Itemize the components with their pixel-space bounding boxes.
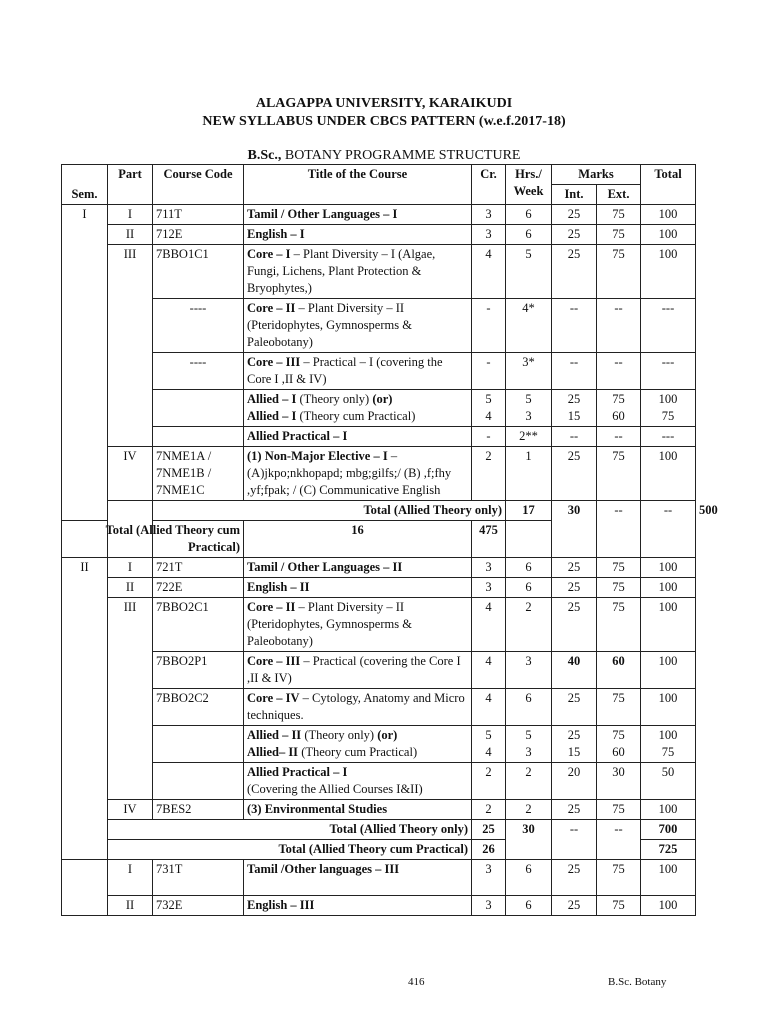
title-bold: Core – III bbox=[247, 654, 301, 668]
table-row bbox=[62, 205, 696, 225]
total-marks-sum: 700 bbox=[641, 820, 696, 840]
external-marks: 75 bbox=[597, 896, 641, 916]
col-course-code: Course Code bbox=[153, 165, 244, 205]
external-marks: 75 bbox=[597, 689, 641, 726]
part-cell: III bbox=[108, 598, 153, 800]
course-code: 721T bbox=[153, 558, 244, 578]
footer-program: B.Sc. Botany bbox=[608, 976, 667, 988]
title-rest: (Theory cum Practical) bbox=[298, 745, 418, 759]
university-title: ALAGAPPA UNIVERSITY, KARAIKUDI bbox=[255, 96, 513, 111]
part-cell: I bbox=[108, 860, 153, 896]
total-marks: 100 75 bbox=[641, 390, 696, 427]
title-bold: Allied– II bbox=[247, 745, 299, 759]
title-bold: Allied – I bbox=[247, 392, 297, 406]
part-cell: I bbox=[108, 205, 153, 225]
course-title: Tamil / Other Languages – I bbox=[244, 205, 472, 225]
total-marks: --- bbox=[641, 299, 696, 353]
course-title: English – III bbox=[244, 896, 472, 916]
course-title: Tamil / Other Languages – II bbox=[244, 558, 472, 578]
course-title: (3) Environmental Studies bbox=[244, 800, 472, 820]
col-part: Part bbox=[108, 165, 153, 205]
course-code: 7NME1A / 7NME1B / 7NME1C bbox=[153, 447, 244, 501]
external-marks: -- bbox=[597, 299, 641, 353]
external-marks: 75 60 bbox=[597, 726, 641, 763]
total-hours: 30 bbox=[506, 820, 552, 860]
course-code: 7BES2 bbox=[153, 800, 244, 820]
table-row bbox=[62, 763, 696, 800]
total-marks: 100 bbox=[641, 245, 696, 299]
hours: 6 bbox=[506, 896, 552, 916]
course-title: English – II bbox=[244, 578, 472, 598]
total-marks: 100 bbox=[641, 205, 696, 225]
external-marks: 75 bbox=[597, 447, 641, 501]
table-row bbox=[62, 726, 696, 763]
programme-structure-table bbox=[61, 164, 718, 916]
table-row bbox=[62, 390, 696, 427]
internal-marks: -- bbox=[552, 299, 597, 353]
course-code: 711T bbox=[153, 205, 244, 225]
table-row bbox=[62, 353, 696, 390]
total-row: Total (Allied Theory only) 17 30 -- -- 500 bbox=[62, 501, 696, 521]
hours: 6 bbox=[506, 860, 552, 896]
total-marks: 100 bbox=[641, 689, 696, 726]
title-bold: Core – IV bbox=[247, 691, 300, 705]
hours: 5 3 bbox=[506, 726, 552, 763]
course-title bbox=[244, 763, 472, 800]
col-hours: Hrs./ Week bbox=[506, 165, 552, 205]
external-marks: 75 bbox=[597, 598, 641, 652]
course-code: 7BBO2C2 bbox=[153, 689, 244, 726]
hours: 4* bbox=[506, 299, 552, 353]
course-code: 7BBO2C1 bbox=[153, 598, 244, 652]
course-title bbox=[244, 353, 472, 390]
total-credits: 17 bbox=[506, 501, 552, 521]
col-internal: Int. bbox=[552, 185, 597, 205]
total-label: Total (Allied Theory cum Practical) bbox=[62, 521, 244, 558]
credits: 5 4 bbox=[472, 726, 506, 763]
course-code: 722E bbox=[153, 578, 244, 598]
credits: - bbox=[472, 427, 506, 447]
programme-label: BOTANY PROGRAMME STRUCTURE bbox=[281, 148, 521, 163]
table-row bbox=[62, 800, 696, 820]
course-code: 732E bbox=[153, 896, 244, 916]
external-marks: 75 bbox=[597, 578, 641, 598]
syllabus-title: NEW SYLLABUS UNDER CBCS PATTERN (w.e.f.2017-18) bbox=[202, 114, 566, 129]
internal-marks: 25 bbox=[552, 689, 597, 726]
internal-marks: 25 15 bbox=[552, 726, 597, 763]
course-code: ---- bbox=[153, 353, 244, 390]
table-row bbox=[62, 652, 696, 689]
internal-marks: 25 bbox=[552, 578, 597, 598]
internal-marks: 20 bbox=[552, 763, 597, 800]
programme-structure-title bbox=[0, 148, 768, 164]
course-title: Allied Practical – I bbox=[244, 427, 472, 447]
total-marks-sum: 725 bbox=[641, 840, 696, 860]
title-rest: – Plant Diversity – II (Pteridophytes, Gymnosperms & Paleobotany) bbox=[247, 600, 412, 648]
hours: 3 bbox=[506, 652, 552, 689]
internal-marks: 25 15 bbox=[552, 390, 597, 427]
semester-cell: I bbox=[62, 205, 108, 521]
external-marks: 75 bbox=[597, 245, 641, 299]
col-credits: Cr. bbox=[472, 165, 506, 205]
table-row bbox=[62, 689, 696, 726]
table-row bbox=[62, 427, 696, 447]
title-line bbox=[247, 744, 468, 761]
title-rest: – Cytology, Anatomy and Micro techniques. bbox=[247, 691, 465, 722]
total-external: -- bbox=[597, 820, 641, 860]
course-title bbox=[244, 245, 472, 299]
course-code bbox=[153, 763, 244, 800]
credits: 3 bbox=[472, 896, 506, 916]
total-label: Total (Allied Theory cum Practical) bbox=[108, 840, 472, 860]
credits: 2 bbox=[472, 447, 506, 501]
credits: - bbox=[472, 299, 506, 353]
hours: 6 bbox=[506, 205, 552, 225]
col-title: Title of the Course bbox=[244, 165, 472, 205]
course-title bbox=[244, 598, 472, 652]
table-row bbox=[62, 558, 696, 578]
hours: 2 bbox=[506, 598, 552, 652]
title-bold: (or) bbox=[372, 392, 393, 406]
internal-marks: 25 bbox=[552, 558, 597, 578]
table-row bbox=[62, 447, 696, 501]
title-rest: (Theory cum Practical) bbox=[296, 409, 416, 423]
total-marks: 100 bbox=[641, 652, 696, 689]
table-row bbox=[62, 245, 696, 299]
credits: 5 4 bbox=[472, 390, 506, 427]
hours: 2 bbox=[506, 800, 552, 820]
hours: 5 bbox=[506, 245, 552, 299]
external-marks: 75 bbox=[597, 205, 641, 225]
credits: 2 bbox=[472, 763, 506, 800]
part-cell: IV bbox=[108, 447, 153, 501]
course-title bbox=[244, 652, 472, 689]
internal-marks: -- bbox=[552, 353, 597, 390]
table-row bbox=[62, 299, 696, 353]
course-title bbox=[244, 299, 472, 353]
course-code: 731T bbox=[153, 860, 244, 896]
external-marks: 75 bbox=[597, 800, 641, 820]
title-line: (Covering the Allied Courses I&II) bbox=[247, 782, 423, 796]
total-marks: 100 75 bbox=[641, 726, 696, 763]
external-marks: 75 bbox=[597, 860, 641, 896]
credits: 3 bbox=[472, 860, 506, 896]
title-bold: Allied – II bbox=[247, 728, 302, 742]
title-line bbox=[247, 727, 468, 744]
total-internal: -- bbox=[597, 501, 641, 558]
course-code bbox=[153, 427, 244, 447]
total-marks: --- bbox=[641, 427, 696, 447]
total-marks: 100 bbox=[641, 558, 696, 578]
title-rest: (Theory only) bbox=[296, 392, 373, 406]
col-marks: Marks bbox=[552, 165, 641, 185]
part-cell: III bbox=[108, 245, 153, 447]
title-bold: Allied – I bbox=[247, 409, 297, 423]
hours: 1 bbox=[506, 447, 552, 501]
table-row bbox=[62, 598, 696, 652]
title-line: Allied Practical – I bbox=[247, 765, 348, 779]
hours: 2 bbox=[506, 763, 552, 800]
course-code: ---- bbox=[153, 299, 244, 353]
title-bold: Core – II bbox=[247, 301, 296, 315]
semester-cell: II bbox=[62, 558, 108, 860]
col-external: Ext. bbox=[597, 185, 641, 205]
total-marks: 100 bbox=[641, 447, 696, 501]
credits: 3 bbox=[472, 578, 506, 598]
total-marks: 100 bbox=[641, 598, 696, 652]
credits: 3 bbox=[472, 205, 506, 225]
title-rest: – Practical – I (covering the Core I ,II & IV) bbox=[247, 355, 443, 386]
course-title bbox=[244, 447, 472, 501]
title-rest: – Practical (covering the Core I ,II & IV) bbox=[247, 654, 461, 685]
total-credits: 16 bbox=[244, 521, 472, 558]
title-rest: (Theory only) bbox=[301, 728, 378, 742]
table-row bbox=[62, 578, 696, 598]
credits: 3 bbox=[472, 558, 506, 578]
title-bold: (1) Non-Major Elective – I bbox=[247, 449, 388, 463]
internal-marks: 25 bbox=[552, 447, 597, 501]
course-title bbox=[244, 689, 472, 726]
total-credits: 26 bbox=[472, 840, 506, 860]
total-marks: 50 bbox=[641, 763, 696, 800]
title-rest: – (A)jkpo;nkhopapd; mbg;gilfs;/ (B) ,f;fhy ,yf;fpak; / (C) Communicative English bbox=[247, 449, 452, 497]
total-marks: 100 bbox=[641, 860, 696, 896]
internal-marks: 25 bbox=[552, 860, 597, 896]
total-hours: 30 bbox=[552, 501, 597, 558]
external-marks: 75 60 bbox=[597, 390, 641, 427]
credits: 4 bbox=[472, 598, 506, 652]
total-label: Total (Allied Theory only) bbox=[153, 501, 506, 521]
credits: 4 bbox=[472, 652, 506, 689]
course-title bbox=[244, 726, 472, 763]
internal-marks: 25 bbox=[552, 598, 597, 652]
title-bold: Core – III bbox=[247, 355, 301, 369]
table-row bbox=[62, 860, 696, 896]
total-label: Total (Allied Theory only) bbox=[108, 820, 472, 840]
table-row bbox=[62, 896, 696, 916]
title-bold: (or) bbox=[377, 728, 398, 742]
internal-marks: 25 bbox=[552, 225, 597, 245]
credits: 3 bbox=[472, 225, 506, 245]
part-cell: II bbox=[108, 225, 153, 245]
title-rest: – Plant Diversity – II (Pteridophytes, Gymnosperms & Paleobotany) bbox=[247, 301, 412, 349]
internal-marks: -- bbox=[552, 427, 597, 447]
course-code: 7BBO2P1 bbox=[153, 652, 244, 689]
semester-cell bbox=[62, 860, 108, 916]
internal-marks: 40 bbox=[552, 652, 597, 689]
part-cell: II bbox=[108, 578, 153, 598]
external-marks: 30 bbox=[597, 763, 641, 800]
course-title: English – I bbox=[244, 225, 472, 245]
external-marks: -- bbox=[597, 427, 641, 447]
table-row bbox=[62, 225, 696, 245]
hours: 6 bbox=[506, 578, 552, 598]
external-marks: 75 bbox=[597, 225, 641, 245]
total-marks: 100 bbox=[641, 800, 696, 820]
internal-marks: 25 bbox=[552, 245, 597, 299]
course-code: 712E bbox=[153, 225, 244, 245]
total-external: -- bbox=[641, 501, 696, 558]
course-code bbox=[153, 726, 244, 763]
hours: 6 bbox=[506, 225, 552, 245]
total-credits: 25 bbox=[472, 820, 506, 840]
hours: 6 bbox=[506, 689, 552, 726]
title-line bbox=[247, 391, 468, 408]
credits: 2 bbox=[472, 800, 506, 820]
col-sem: Sem. bbox=[62, 165, 108, 205]
external-marks: -- bbox=[597, 353, 641, 390]
total-marks-sum: 475 bbox=[472, 521, 506, 558]
internal-marks: 25 bbox=[552, 896, 597, 916]
course-code: 7BBO1C1 bbox=[153, 245, 244, 299]
degree-label: B.Sc., bbox=[247, 148, 282, 163]
title-bold: Core – I bbox=[247, 247, 291, 261]
external-marks: 75 bbox=[597, 558, 641, 578]
credits: - bbox=[472, 353, 506, 390]
internal-marks: 25 bbox=[552, 800, 597, 820]
part-cell: I bbox=[108, 558, 153, 578]
total-internal: -- bbox=[552, 820, 597, 860]
table-header-row bbox=[62, 165, 696, 185]
course-code bbox=[153, 390, 244, 427]
course-title bbox=[244, 390, 472, 427]
total-marks: 100 bbox=[641, 578, 696, 598]
total-row bbox=[62, 820, 696, 840]
total-marks: 100 bbox=[641, 225, 696, 245]
hours: 5 3 bbox=[506, 390, 552, 427]
course-title: Tamil /Other languages – III bbox=[244, 860, 472, 896]
page-number: 416 bbox=[408, 976, 425, 988]
credits: 4 bbox=[472, 245, 506, 299]
total-marks: 100 bbox=[641, 896, 696, 916]
credits: 4 bbox=[472, 689, 506, 726]
part-cell: IV bbox=[108, 800, 153, 820]
title-line bbox=[247, 408, 468, 425]
hours: 2** bbox=[506, 427, 552, 447]
hours: 3* bbox=[506, 353, 552, 390]
external-marks: 60 bbox=[597, 652, 641, 689]
part-cell: II bbox=[108, 896, 153, 916]
title-rest: – Plant Diversity – I (Algae, Fungi, Lichens, Plant Protection & Bryophytes,) bbox=[247, 247, 436, 295]
internal-marks: 25 bbox=[552, 205, 597, 225]
title-bold: Core – II bbox=[247, 600, 296, 614]
total-marks: --- bbox=[641, 353, 696, 390]
col-total: Total bbox=[641, 165, 696, 205]
hours: 6 bbox=[506, 558, 552, 578]
